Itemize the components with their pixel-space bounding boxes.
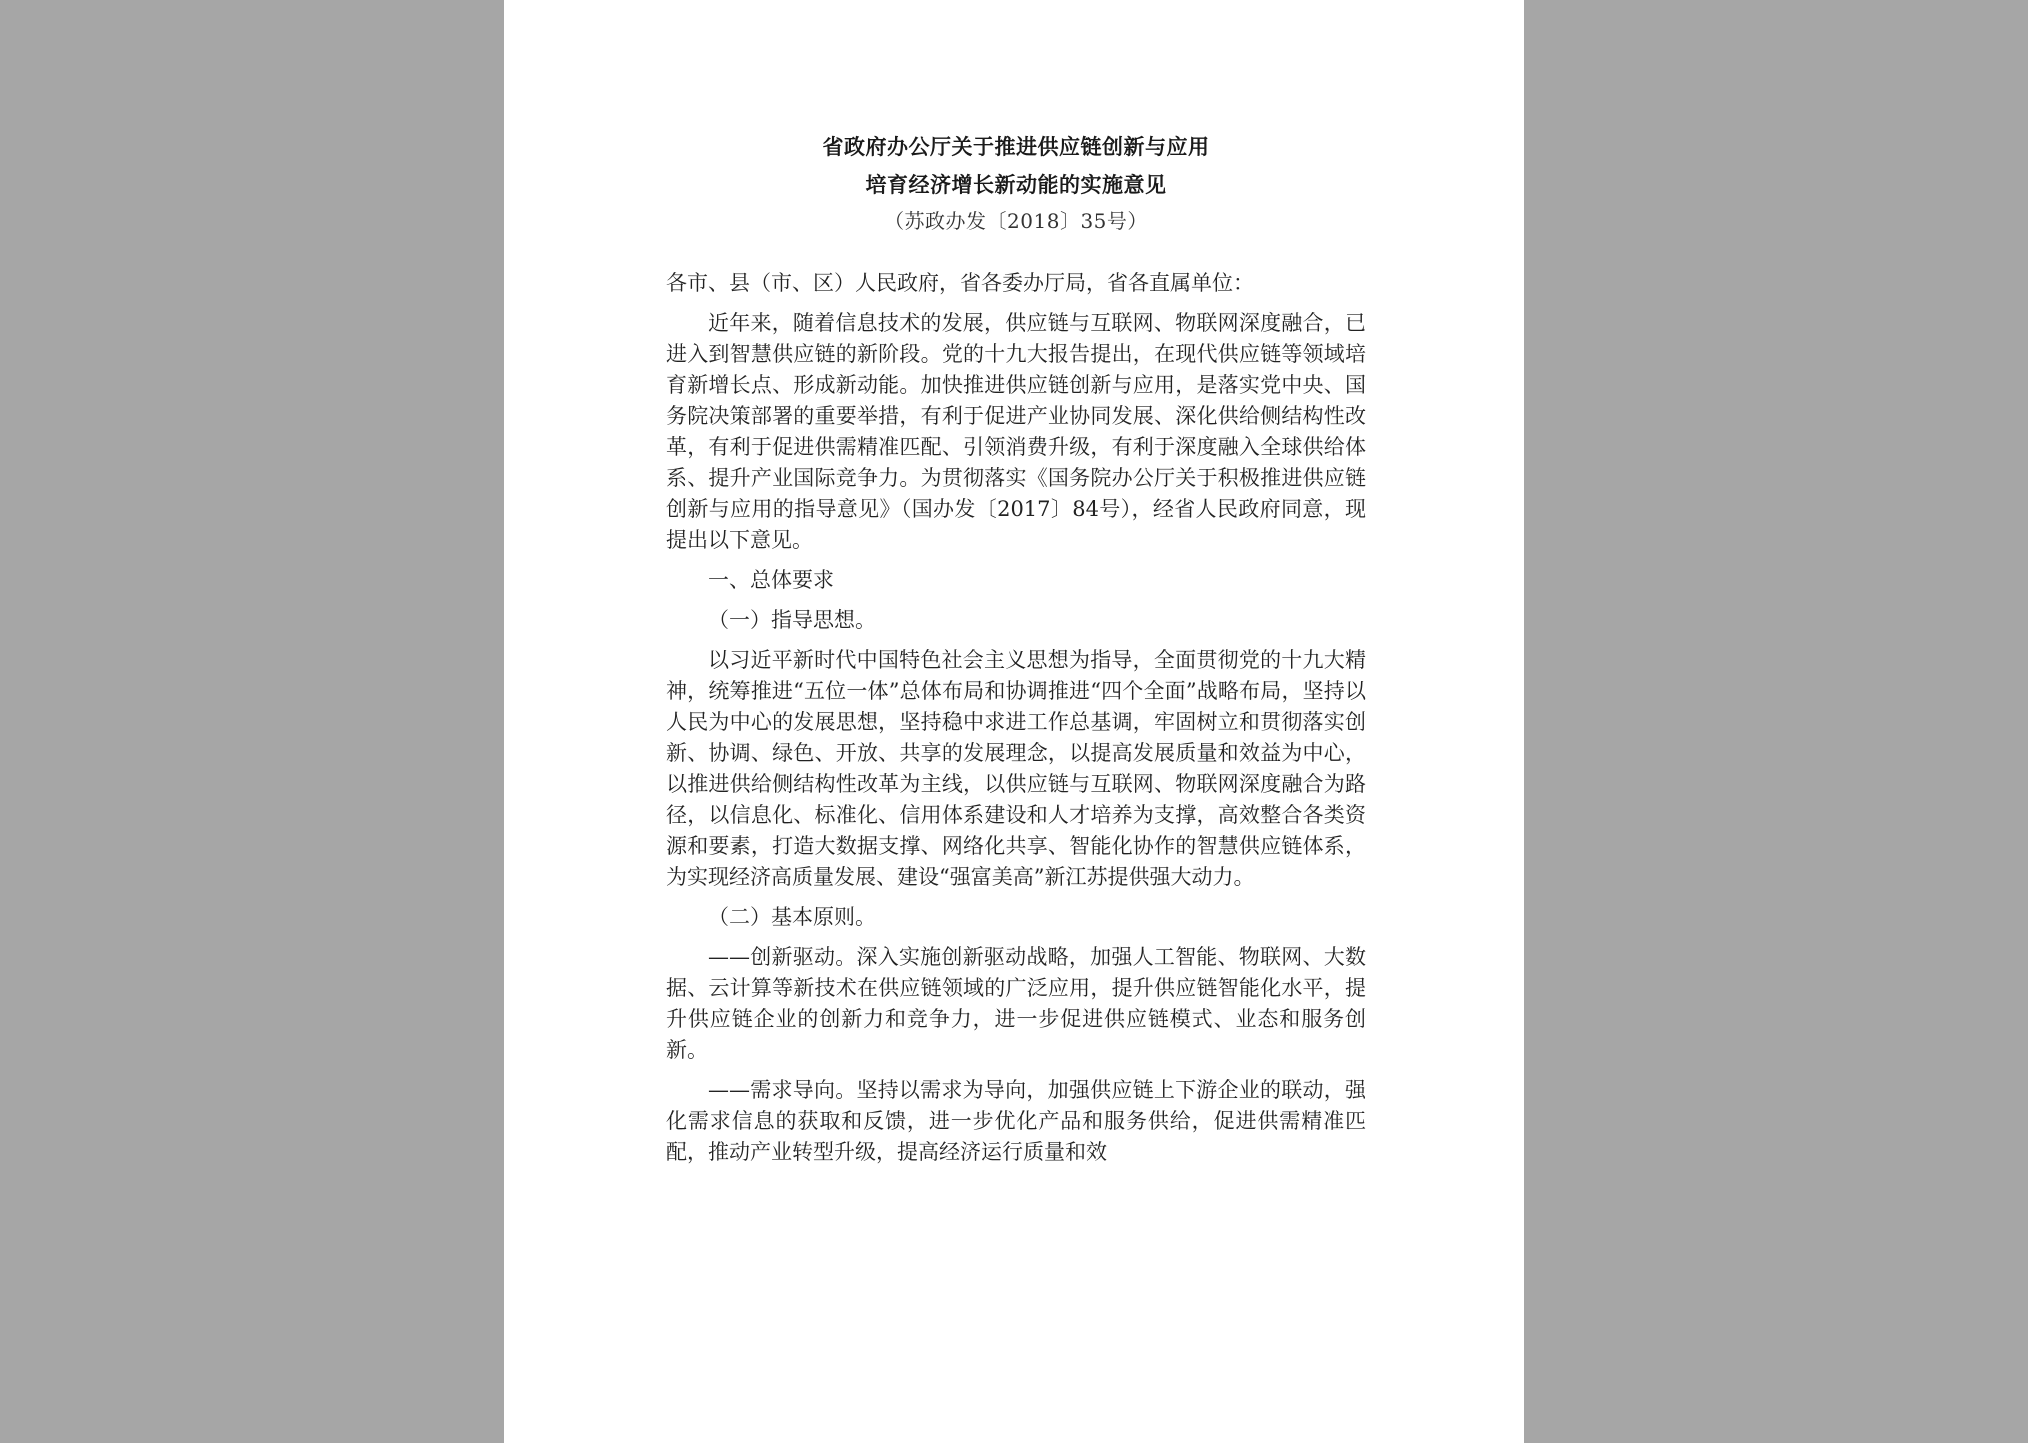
document-page <box>504 0 1524 1443</box>
subsection-heading-guiding-ideology: （一）指导思想。 <box>708 608 876 632</box>
document-title-line-1: 省政府办公厅关于推进供应链创新与应用 <box>822 135 1210 159</box>
document-body <box>666 268 1366 1168</box>
intro-paragraph: 近年来，随着信息技术的发展，供应链与互联网、物联网深度融合，已进入到智慧供应链的新阶段。党的十九大报告提出，在现代供应链等领域培育新增长点、形成新动能。加快推进供应链创新与应用，是落实党中央、国务院决策部署的重要举措，有利于促进产业协同发展、深化供给侧结构性改革，有利于促进供需精准匹配、引领消费升级，有利于深度融入全球供给体系、提升产业国际竞争力。为贯彻落实《国务院办公厅关于积极推进供应链创新与应用的指导意见》（国办发〔2017〕84号），经省人民政府同意，现提出以下意见。 <box>666 311 1366 552</box>
subsection-heading-basic-principles: （二）基本原则。 <box>708 905 876 929</box>
document-title-line-2: 培育经济增长新动能的实施意见 <box>865 173 1167 197</box>
section-heading-general-requirements: 一、总体要求 <box>708 568 834 592</box>
principle-demand-paragraph: ——需求导向。坚持以需求为导向，加强供应链上下游企业的联动，强化需求信息的获取和反馈，进一步优化产品和服务供给，促进供需精准匹配，推动产业转型升级，提高经济运行质量和效 <box>666 1078 1366 1164</box>
document-content <box>666 128 1366 1177</box>
salutation: 各市、县（市、区）人民政府，省各委办厅局，省各直属单位： <box>666 271 1254 295</box>
document-number: （苏政办发〔2018〕35号） <box>884 209 1148 233</box>
principle-innovation-paragraph: ——创新驱动。深入实施创新驱动战略，加强人工智能、物联网、大数据、云计算等新技术在供应链领域的广泛应用，提升供应链智能化水平，提升供应链企业的创新力和竞争力，进一步促进供应链模式、业态和服务创新。 <box>666 945 1366 1062</box>
guiding-ideology-paragraph: 以习近平新时代中国特色社会主义思想为指导，全面贯彻党的十九大精神，统筹推进“五位一体”总体布局和协调推进“四个全面”战略布局，坚持以人民为中心的发展思想，坚持稳中求进工作总基调，牢固树立和贯彻落实创新、协调、绿色、开放、共享的发展理念，以提高发展质量和效益为中心，以推进供给侧结构性改革为主线，以供应链与互联网、物联网深度融合为路径，以信息化、标准化、信用体系建设和人才培养为支撑，高效整合各类资源和要素，打造大数据支撑、网络化共享、智能化协作的智慧供应链体系，为实现经济高质量发展、建设“强富美高”新江苏提供强大动力。 <box>666 648 1366 889</box>
